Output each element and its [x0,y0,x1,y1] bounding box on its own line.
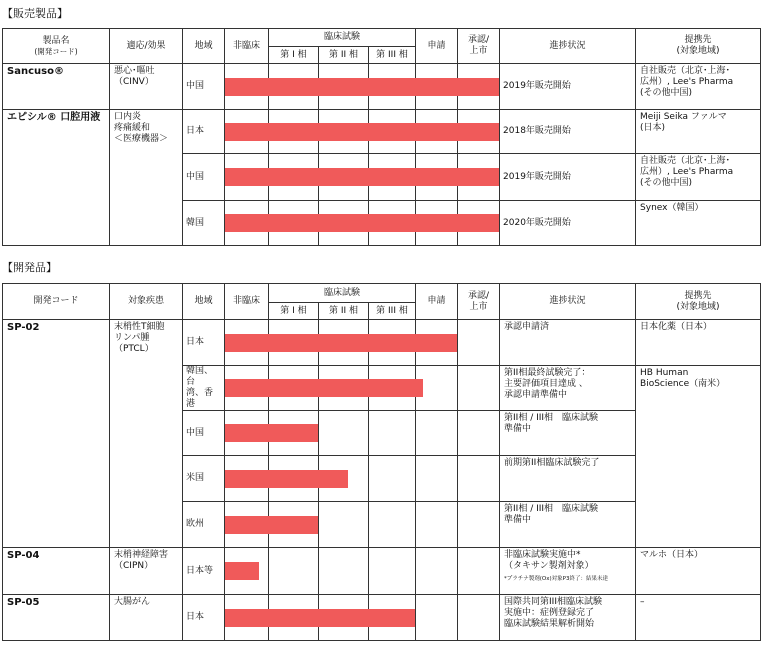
dev-code: SP-02 [3,320,110,548]
header-product: 製品名 (開発コード) [3,29,110,64]
disease: 末梢性T細胞 リンパ腫 （PTCL） [110,320,183,548]
dev-code: SP-05 [3,595,110,641]
partner: 自社販売（北京･上海･ 広州）, Lee's Pharma (その他中国) [636,64,761,110]
region: 中国 [183,64,225,110]
table-row [3,64,761,110]
partner: HB Human BioScience（南米） [636,366,761,548]
partner: – [636,595,761,641]
header-partner: 提携先 (対象地域) [636,284,761,320]
status-text: 第II相 / III相 臨床試験 準備中 [500,411,636,456]
indication: 悪心･嘔吐 （CINV） [110,64,183,110]
sales-pipeline-table [2,28,761,246]
table-row [3,110,761,154]
status-text: 2020年販売開始 [500,201,636,246]
header-phase1: 第 I 相 [269,47,319,64]
header-filing: 申請 [416,29,458,64]
partner: Meiji Seika ファルマ (日本) [636,110,761,154]
dev-section-title: 【開発品】 [2,261,57,274]
status-footnote: *プラチナ製剤(Ox)対象P3終了：結果未達 [504,576,608,582]
table-row [3,595,761,641]
header-region: 地域 [183,29,225,64]
header-phase1: 第 I 相 [269,303,319,320]
status-text: 第II相最終試験完了： 主要評価項目達成 、 承認申請準備中 [500,366,636,411]
sales-section-title: 【販売製品】 [2,7,68,20]
header-filing: 申請 [416,284,458,320]
status-text: 2018年販売開始 [500,110,636,154]
header-indication: 適応/効果 [110,29,183,64]
region: 米国 [183,456,225,502]
partner: 日本化薬（日本） [636,320,761,366]
header-nonclinical: 非臨床 [225,284,269,320]
region: 欧州 [183,502,225,548]
region: 日本 [183,595,225,641]
header-status: 進捗状況 [500,284,636,320]
header-status: 進捗状況 [500,29,636,64]
header-clinical: 臨床試験 [269,284,416,303]
region: 中国 [183,154,225,201]
table-row [3,548,761,595]
dev-code: SP-04 [3,548,110,595]
status-text: 2019年販売開始 [500,154,636,201]
region: 日本 [183,110,225,154]
status-text: 前期第II相臨床試験完了 [500,456,636,502]
partner: Synex（韓国） [636,201,761,246]
header-phase3: 第 III 相 [369,47,416,64]
header-phase2: 第 II 相 [319,303,369,320]
status-text: 国際共同第III相臨床試験 実施中：症例登録完了 臨床試験結果解析開始 [500,595,636,641]
header-nonclinical: 非臨床 [225,29,269,64]
region: 日本等 [183,548,225,595]
product-name: エピシル® 口腔用液 [3,110,110,246]
status-text: 第II相 / III相 臨床試験 準備中 [500,502,636,548]
disease: 大腸がん [110,595,183,641]
status-text: 承認申請済 [500,320,636,366]
header-region: 地域 [183,284,225,320]
header-phase3: 第 III 相 [369,303,416,320]
development-pipeline-table [2,283,761,641]
partner: 自社販売（北京･上海･ 広州）, Lee's Pharma (その他中国) [636,154,761,201]
header-phase2: 第 II 相 [319,47,369,64]
header-clinical: 臨床試験 [269,29,416,47]
partner: マルホ（日本） [636,548,761,595]
region: 韓国 [183,201,225,246]
disease: 末梢神経障害 （CIPN） [110,548,183,595]
region: 韓国、台 湾、香港 [183,366,225,411]
status-text: 非臨床試験実施中* （タキサン製剤対象） [504,550,594,571]
header-disease: 対象疾患 [110,284,183,320]
indication: 口内炎 疼痛緩和 ＜医療機器＞ [110,110,183,246]
status-text: 2019年販売開始 [500,64,636,110]
table-row [3,320,761,366]
header-partner: 提携先 (対象地域) [636,29,761,64]
region: 中国 [183,411,225,456]
header-code: 開発コード [3,284,110,320]
status-cell [500,548,636,595]
header-approval: 承認/ 上市 [458,29,500,64]
product-name: Sancuso® [3,64,110,110]
region: 日本 [183,320,225,366]
header-approval: 承認/ 上市 [458,284,500,320]
